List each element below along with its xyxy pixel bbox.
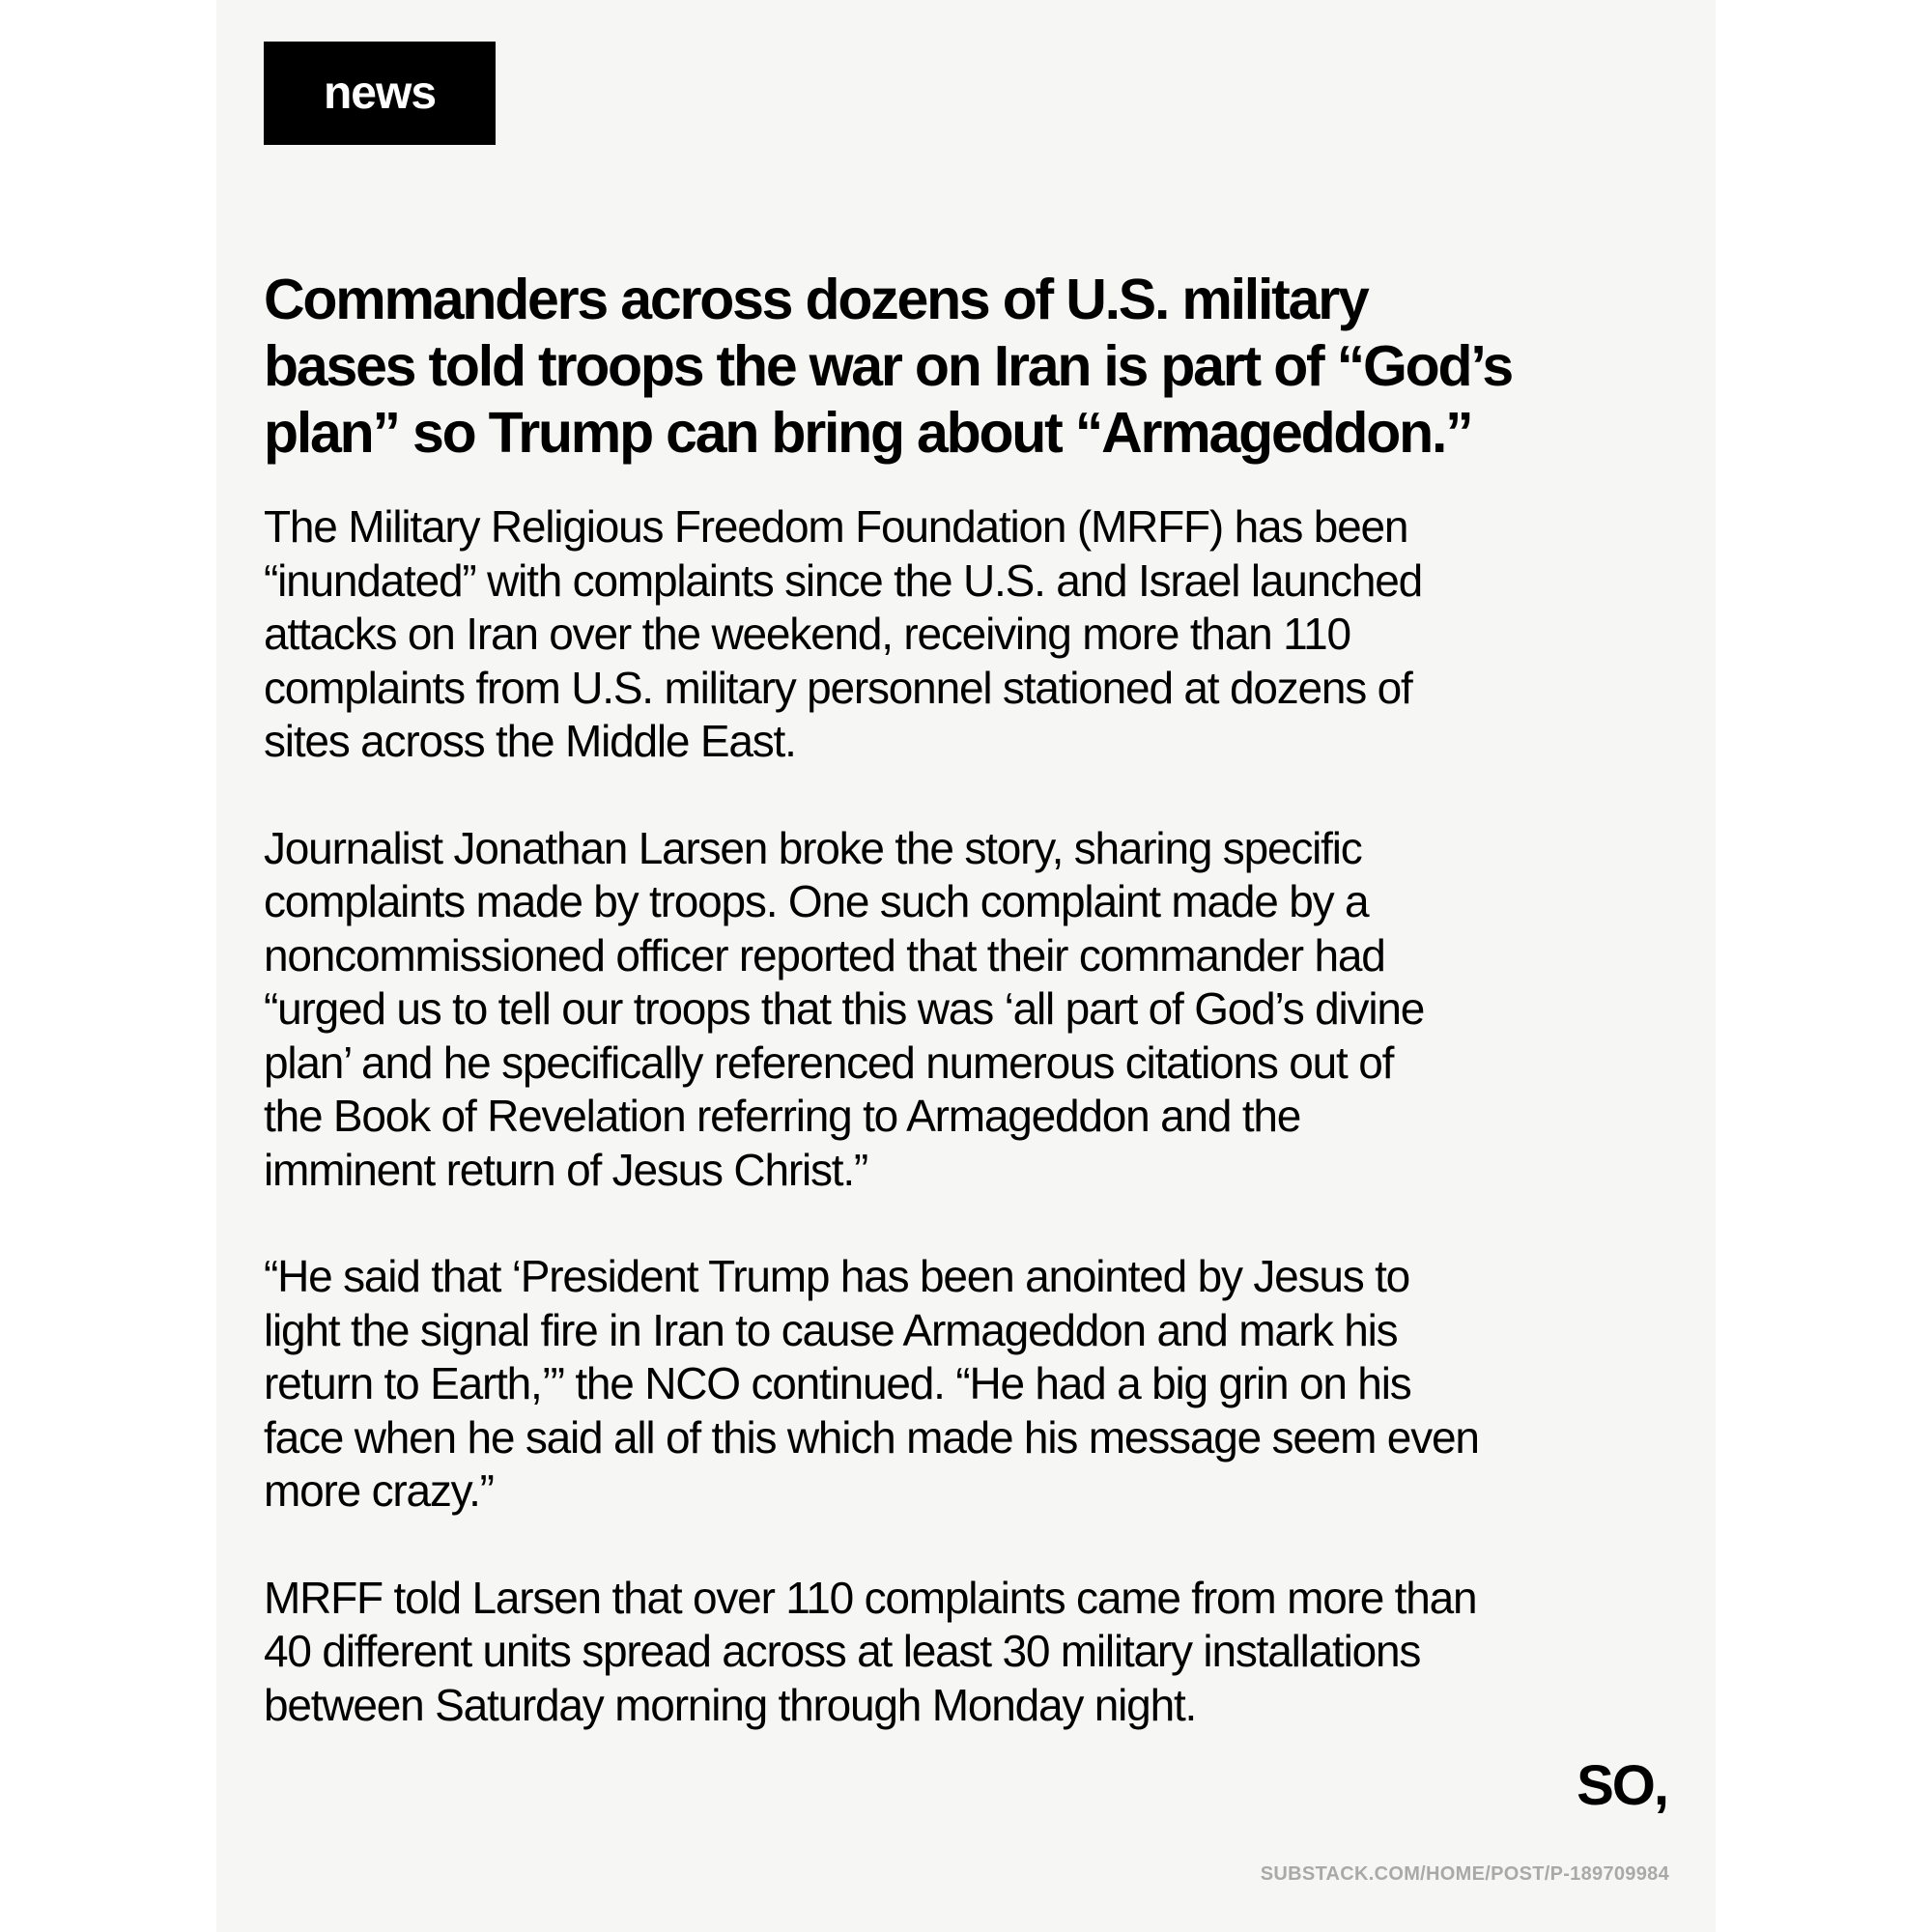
body-line: The Military Religious Freedom Foundation (MRFF) has been xyxy=(264,501,1408,552)
headline xyxy=(264,267,1693,467)
body-line: return to Earth,’” the NCO continued. “He had a big grin on his xyxy=(264,1358,1411,1408)
source-url: SUBSTACK.COM/HOME/POST/P-189709984 xyxy=(1260,1863,1669,1885)
body-line: “He said that ‘President Trump has been anointed by Jesus to xyxy=(264,1251,1410,1301)
body-line: imminent return of Jesus Christ.” xyxy=(264,1144,868,1195)
paragraph xyxy=(264,822,1693,1198)
headline-line: bases told troops the war on Iran is part of “God’s xyxy=(264,334,1512,398)
body-line: complaints from U.S. military personnel stationed at dozens of xyxy=(264,662,1412,713)
body-line: more crazy.” xyxy=(264,1465,494,1516)
paragraph xyxy=(264,1250,1693,1519)
body-line: Journalist Jonathan Larsen broke the story, sharing specific xyxy=(264,822,1362,873)
body-line: face when he said all of this which made his message seem even xyxy=(264,1411,1479,1463)
body-line: MRFF told Larsen that over 110 complaints came from more than xyxy=(264,1572,1477,1623)
paragraph xyxy=(264,500,1693,769)
paragraph xyxy=(264,1572,1693,1733)
body-line: sites across the Middle East. xyxy=(264,716,796,766)
body-line: complaints made by troops. One such complaint made by a xyxy=(264,876,1369,926)
news-tag: news xyxy=(264,42,496,145)
body-line: the Book of Revelation referring to Armageddon and the xyxy=(264,1091,1301,1141)
body-line: 40 different units spread across at least 30 military installations xyxy=(264,1626,1421,1676)
article-body xyxy=(264,500,1693,1785)
brand-logo: SO, xyxy=(1577,1754,1667,1817)
body-line: attacks on Iran over the weekend, receiving more than 110 xyxy=(264,609,1350,659)
headline-line: plan” so Trump can bring about “Armageddon.” xyxy=(264,401,1472,465)
body-line: light the signal fire in Iran to cause Armageddon and mark his xyxy=(264,1304,1398,1355)
body-line: noncommissioned officer reported that their commander had xyxy=(264,929,1385,980)
body-line: between Saturday morning through Monday night. xyxy=(264,1679,1197,1730)
body-line: “inundated” with complaints since the U.S. and Israel launched xyxy=(264,554,1422,606)
body-line: “urged us to tell our troops that this was ‘all part of God’s divine xyxy=(264,983,1425,1034)
body-line: plan’ and he specifically referenced numerous citations out of xyxy=(264,1037,1394,1088)
headline-line: Commanders across dozens of U.S. military xyxy=(264,268,1368,331)
